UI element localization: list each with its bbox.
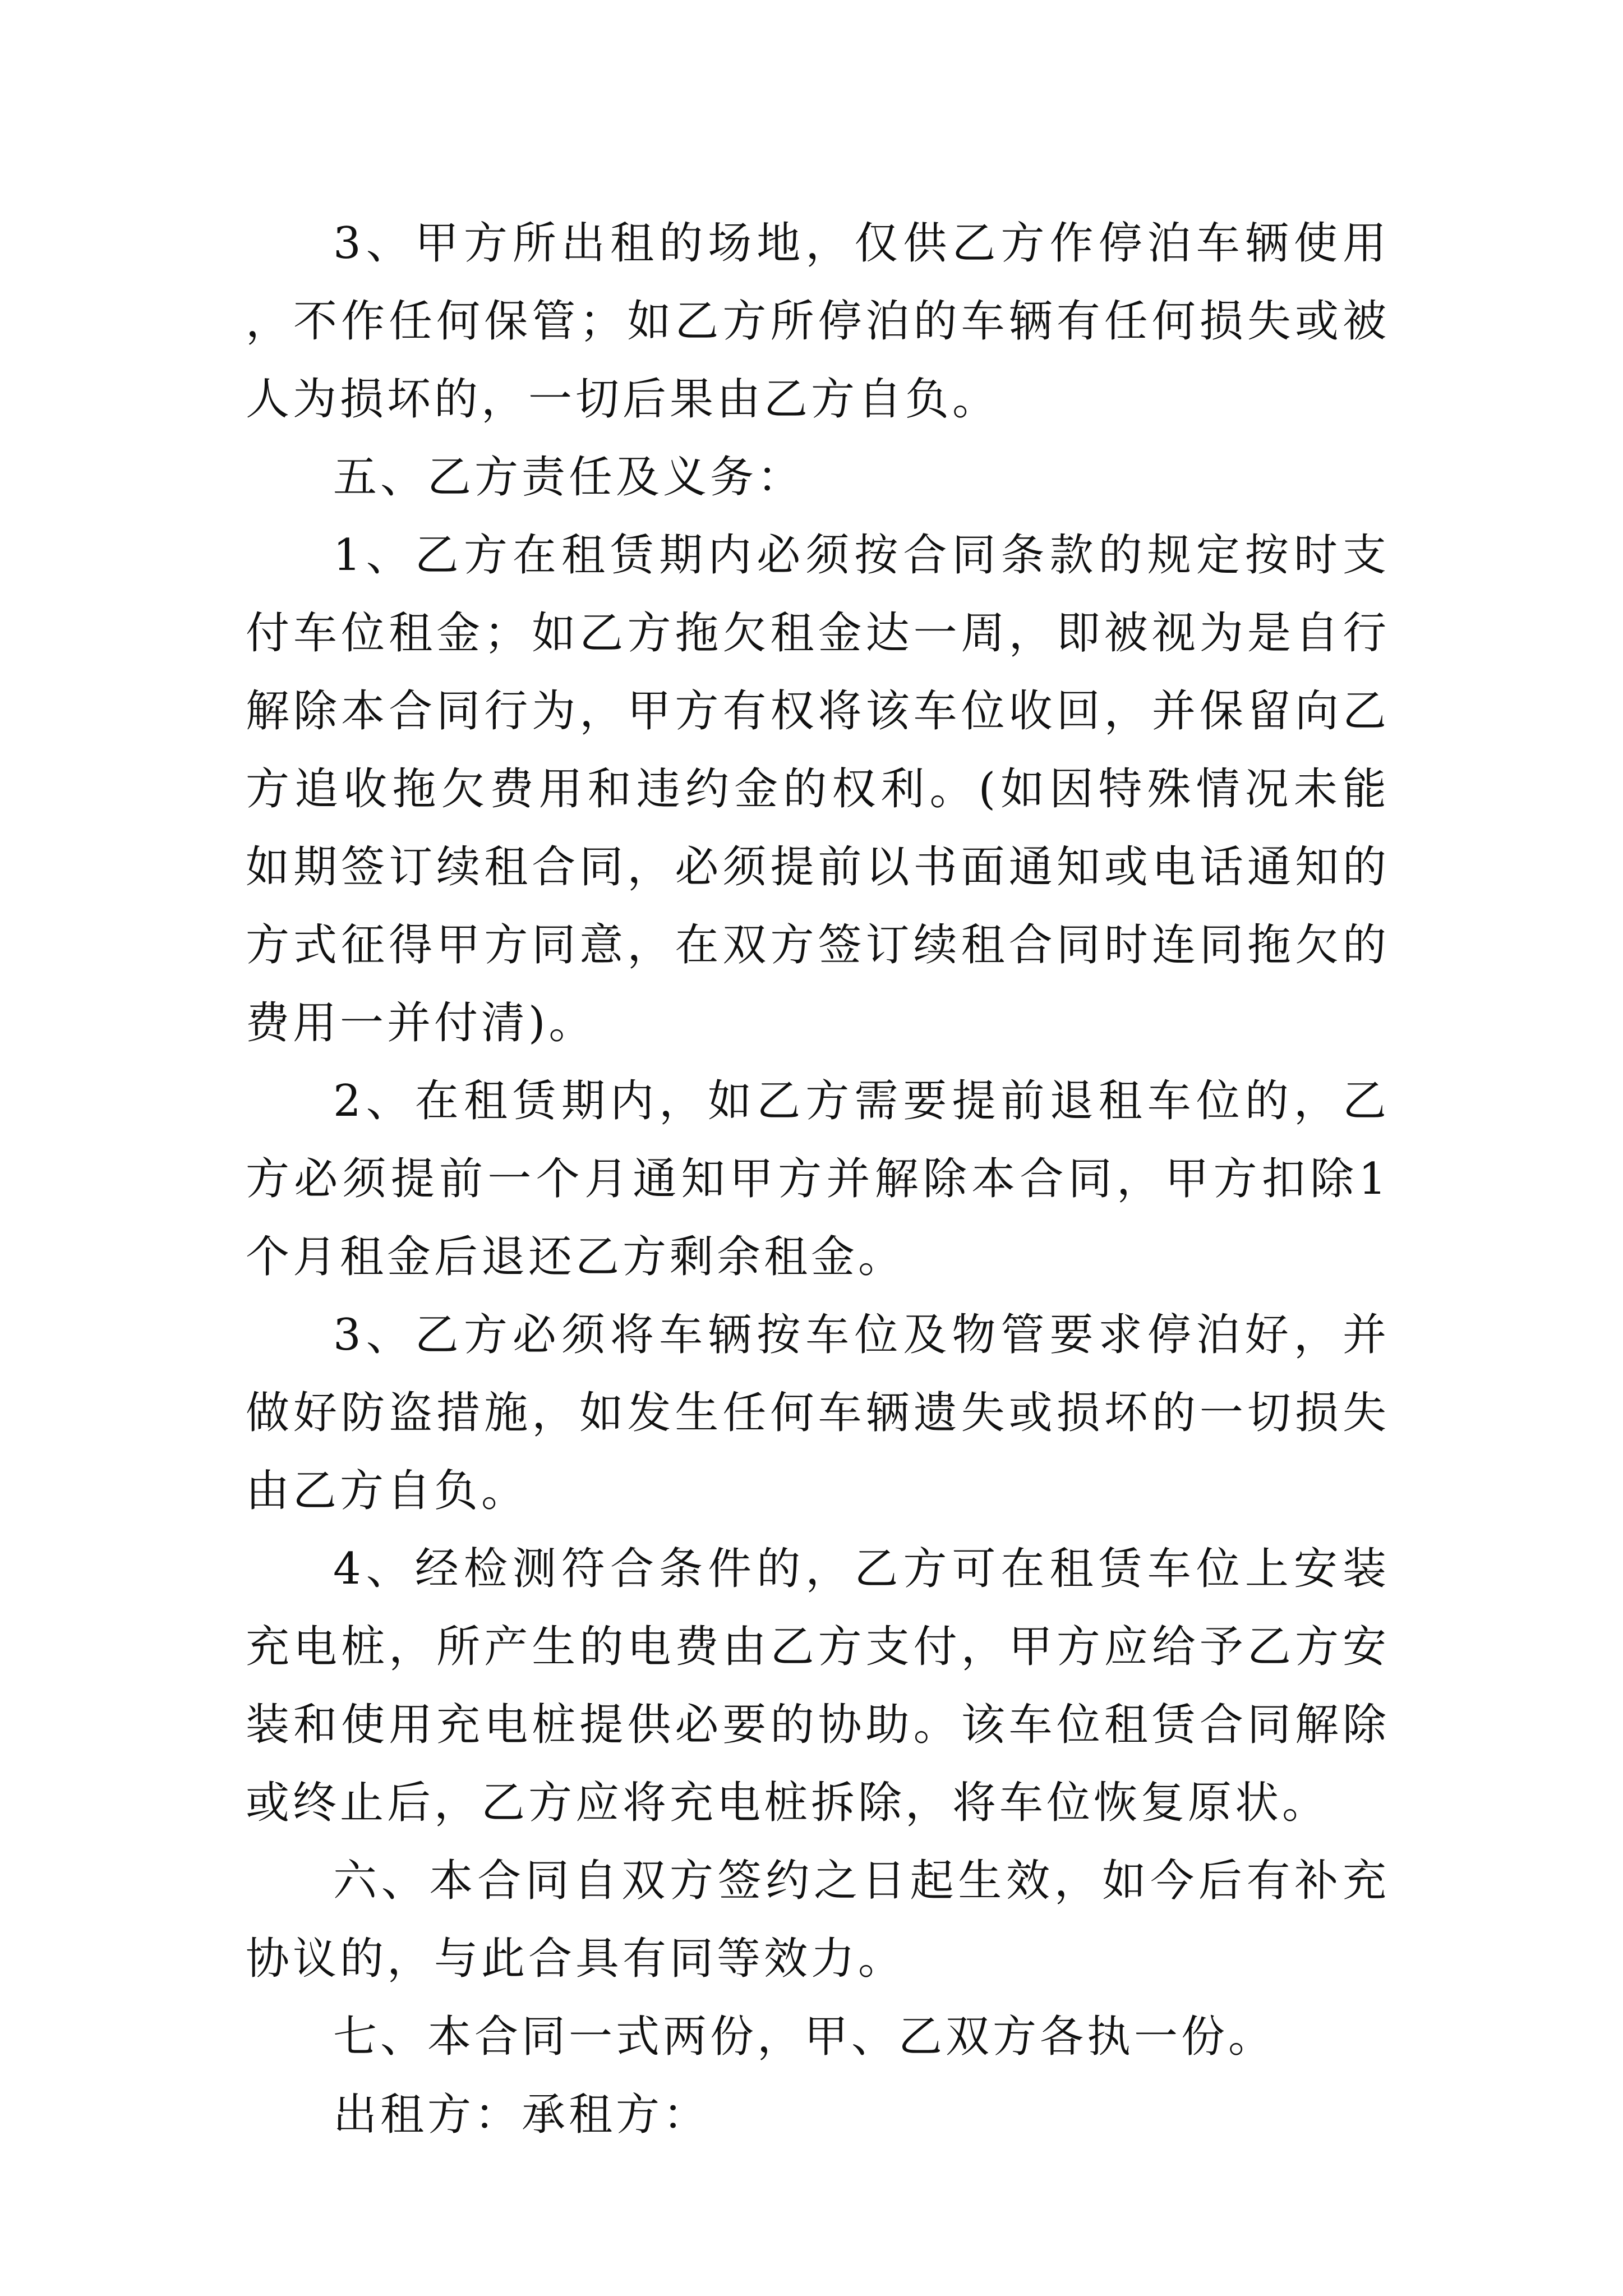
paragraph-clause-b4: 4、经检测符合条件的，乙方可在租赁车位上安装充电桩，所产生的电费由乙方支付，甲方应给予乙方安装和使用充电桩提供必要的协助。该车位租赁合同解除或终止后，乙方应将充电桩拆除，将车位恢复原状。 bbox=[246, 1544, 1390, 1828]
paragraph-clause-b3: 3、乙方必须将车辆按车位及物管要求停泊好，并做好防盗措施，如发生任何车辆遗失或损坏的一切损失由乙方自负。 bbox=[246, 1310, 1390, 1516]
paragraph-clause-a3: 3、甲方所出租的场地，仅供乙方作停泊车辆使用，不作任何保管；如乙方所停泊的车辆有任何损失或被人为损坏的，一切后果由乙方自负。 bbox=[246, 218, 1390, 425]
signature-line: 出租方：承租方： bbox=[333, 2090, 711, 2140]
section-heading-five: 五、乙方责任及义务： bbox=[333, 452, 805, 503]
paragraph-clause-b2: 2、在租赁期内，如乙方需要提前退租车位的，乙方必须提前一个月通知甲方并解除本合同，甲方扣除1个月租金后退还乙方剩余租金。 bbox=[246, 1076, 1390, 1282]
document-body bbox=[246, 205, 1390, 2154]
paragraph-clause-b1: 1、乙方在租赁期内必须按合同条款的规定按时支付车位租金；如乙方拖欠租金达一周，即被视为是自行解除本合同行为，甲方有权将该车位收回，并保留向乙方追收拖欠费用和违约金的权利。(如因特殊情况未能如期签订续租合同，必须提前以书面通知或电话通知的方式征得甲方同意，在双方签订续租合同时连同拖欠的费用一并付清)。 bbox=[246, 530, 1390, 1048]
section-seven: 七、本合同一式两份，甲、乙双方各执一份。 bbox=[333, 2012, 1276, 2062]
section-six: 六、本合同自双方签约之日起生效，如今后有补充协议的，与此合具有同等效力。 bbox=[246, 1856, 1390, 1984]
